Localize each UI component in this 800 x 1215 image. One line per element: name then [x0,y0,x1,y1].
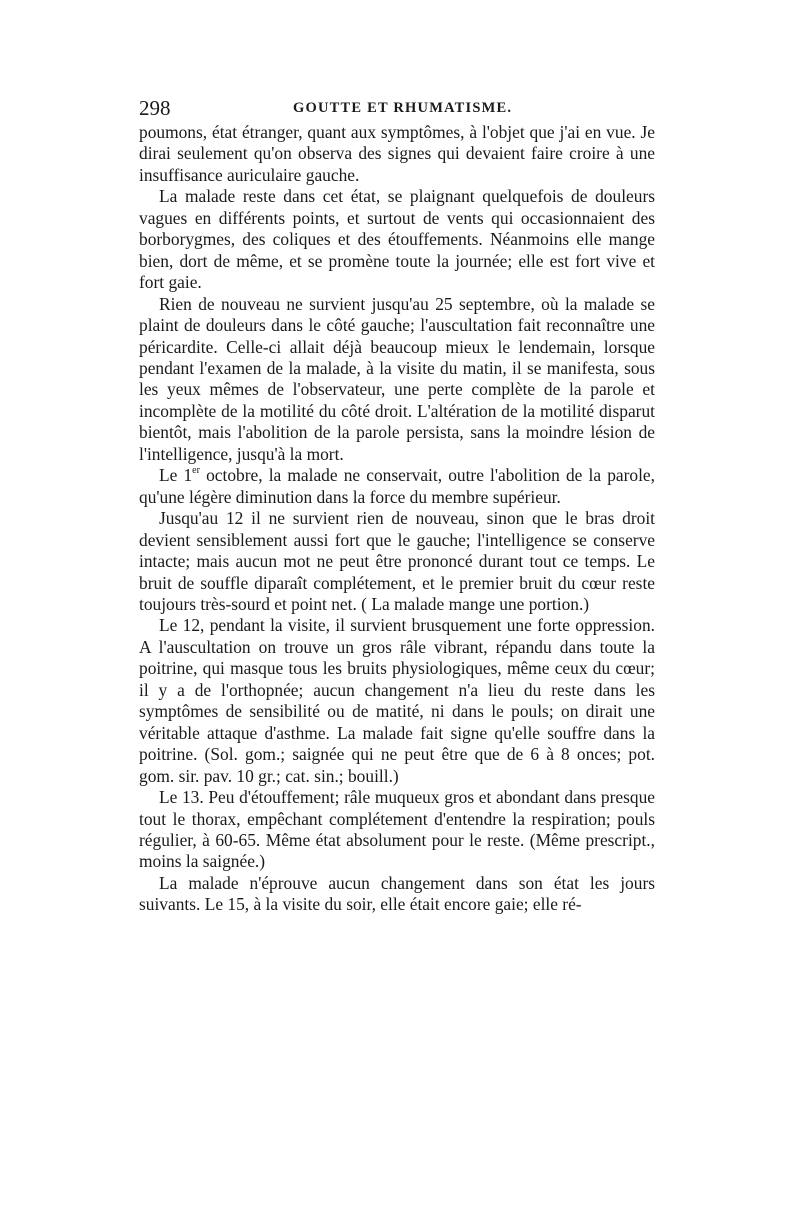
ordinal-superscript: er [192,465,200,477]
paragraph: Le 12, pendant la visite, il survient brusquement une forte oppression. A l'auscultation on trouve un gros râle vibrant, répandu dans toute la poitrine, qui masque tous les bruits physiologiques, même ceux du cœur; il y a de l'orthopnée; aucun changement n'a lieu du reste dans les symptômes de sensibilité ou de matité, ni dans le pouls; on dirait une véritable attaque d'asthme. La malade fait signe qu'elle souffre dans la poitrine. (Sol. gom.; saignée qui ne peut être que de 6 à 8 onces; pot. gom. sir. pav. 10 gr.; cat. sin.; bouill.) [139,615,655,786]
page-header [139,96,655,122]
paragraph: La malade n'éprouve aucun changement dans son état les jours suivants. Le 15, à la visite du soir, elle était encore gaie; elle ré- [139,872,655,915]
paragraph: Rien de nouveau ne survient jusqu'au 25 septembre, où la malade se plaint de douleurs dans le côté gauche; l'auscultation fait reconnaître une péricardite. Celle-ci allait déjà beaucoup mieux le lendemain, lorsque pendant l'examen de la malade, à la visite du matin, il se manifesta, sous les yeux mêmes de l'observateur, une perte complète de la parole et incomplète de la motilité du côté droit. L'altération de la motilité disparut bientôt, mais l'abolition de la parole persista, sans la moindre lésion de l'intelligence, jusqu'à la mort. [139,293,655,464]
paragraph: Jusqu'au 12 il ne survient rien de nouveau, sinon que le bras droit devient sensiblement aussi fort que le gauche; l'intelligence se conserve intacte; mais aucun mot ne peut être prononcé durant tout ce temps. Le bruit de souffle diparaît complétement, et le premier bruit du cœur reste toujours très-sourd et point net. ( La malade mange une portion.) [139,508,655,614]
paragraph: poumons, état étranger, quant aux symptômes, à l'objet que j'ai en vue. Je dirai seulement qu'on observa des signes qui devaient faire croire à une insuffisance auriculaire gauche. [139,122,655,185]
paragraph [139,465,655,508]
paragraph-text: octobre, la malade ne conservait, outre l'abolition de la parole, qu'une légère diminution dans la force du membre supérieur. [139,465,655,507]
paragraph: Le 13. Peu d'étouffement; râle muqueux gros et abondant dans presque tout le thorax, empêchant complétement d'entendre la respiration; pouls régulier, à 60-65. Même état absolument pour le reste. (Même prescript., moins la saignée.) [139,787,655,872]
running-title: GOUTTE ET RHUMATISME. [293,100,513,116]
book-page [139,96,655,916]
body-text [139,122,655,916]
paragraph-text: Le 1 [159,465,193,486]
page-number: 298 [139,96,171,120]
paragraph: La malade reste dans cet état, se plaignant quelquefois de douleurs vagues en différents points, et surtout de vents qui occasionnaient des borborygmes, des coliques et des étouffements. Néanmoins elle mange bien, dort de même, et se promène toute la journée; elle est fort vive et fort gaie. [139,186,655,293]
